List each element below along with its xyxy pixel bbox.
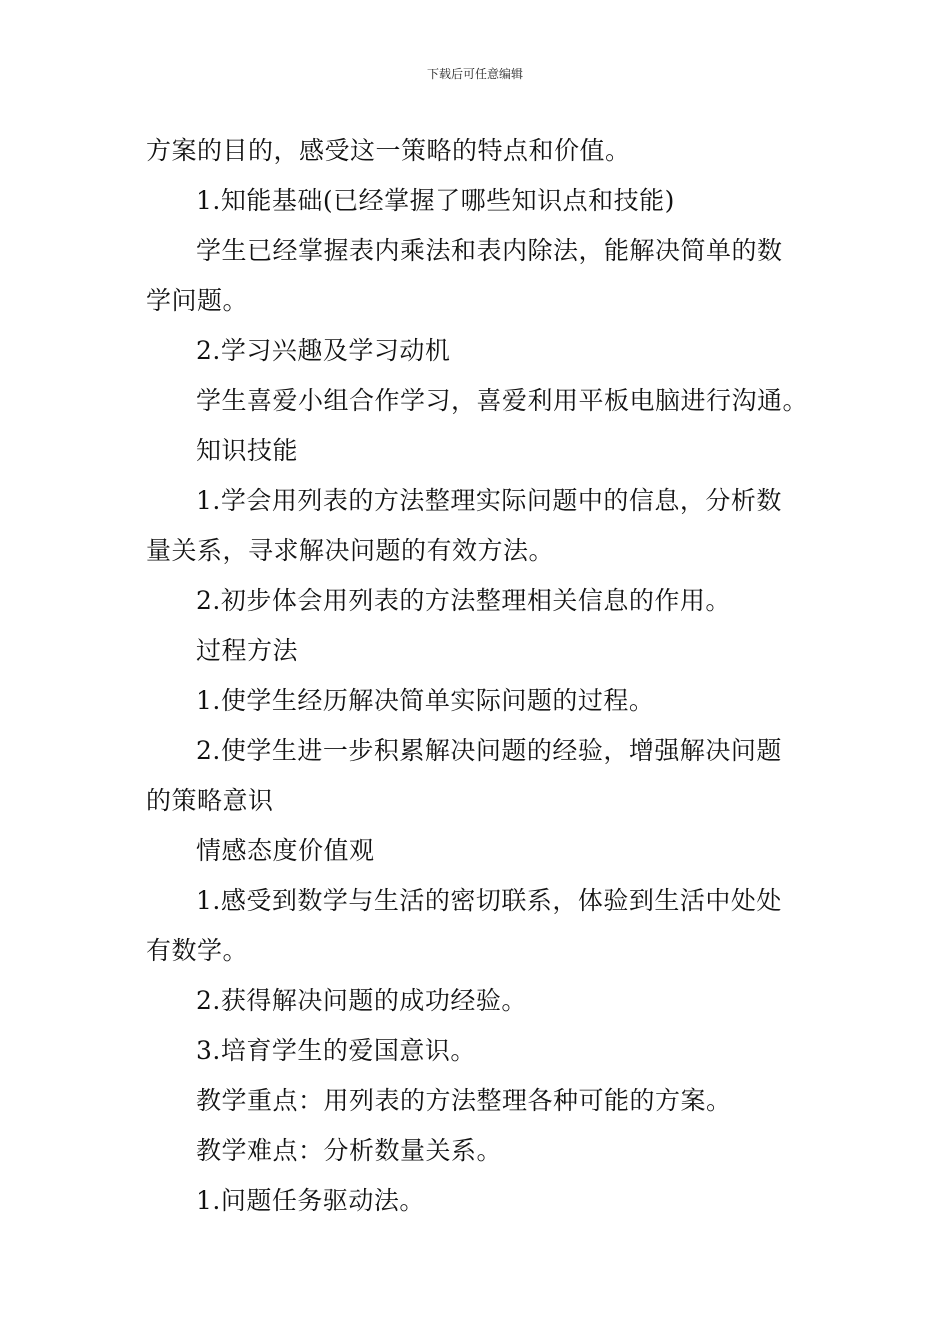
document-body bbox=[146, 126, 808, 1226]
section-heading: 知识技能 bbox=[196, 436, 299, 465]
text-line: 3.培育学生的爱国意识。 bbox=[196, 1036, 476, 1065]
text-line: 2.使学生进一步积累解决问题的经验，增强解决问题 bbox=[196, 736, 782, 765]
text-line: 方案的目的，感受这一策略的特点和价值。 bbox=[146, 136, 631, 165]
text-line: 1.问题任务驱动法。 bbox=[196, 1186, 425, 1215]
section-heading: 情感态度价值观 bbox=[196, 836, 375, 865]
text-line: 1.使学生经历解决简单实际问题的过程。 bbox=[196, 686, 655, 715]
text-line: 量关系，寻求解决问题的有效方法。 bbox=[146, 536, 555, 565]
text-line: 教学难点：分析数量关系。 bbox=[196, 1136, 503, 1165]
text-line: 1.学会用列表的方法整理实际问题中的信息，分析数 bbox=[196, 486, 782, 515]
text-line: 教学重点：用列表的方法整理各种可能的方案。 bbox=[196, 1086, 732, 1115]
text-line: 2.获得解决问题的成功经验。 bbox=[196, 986, 527, 1015]
text-line: 2.初步体会用列表的方法整理相关信息的作用。 bbox=[196, 586, 731, 615]
text-line: 2.学习兴趣及学习动机 bbox=[196, 336, 451, 365]
text-line: 有数学。 bbox=[146, 936, 249, 965]
page-header: 下载后可任意编辑 bbox=[426, 67, 523, 81]
text-line: 的策略意识 bbox=[146, 786, 274, 815]
text-line: 学生喜爱小组合作学习，喜爱利用平板电脑进行沟通。 bbox=[196, 386, 809, 415]
text-line: 1.感受到数学与生活的密切联系，体验到生活中处处 bbox=[196, 886, 782, 915]
text-line: 学问题。 bbox=[146, 286, 249, 315]
text-line: 1.知能基础(已经掌握了哪些知识点和技能) bbox=[196, 186, 675, 215]
section-heading: 过程方法 bbox=[196, 636, 299, 665]
text-line: 学生已经掌握表内乘法和表内除法，能解决简单的数 bbox=[196, 236, 783, 265]
